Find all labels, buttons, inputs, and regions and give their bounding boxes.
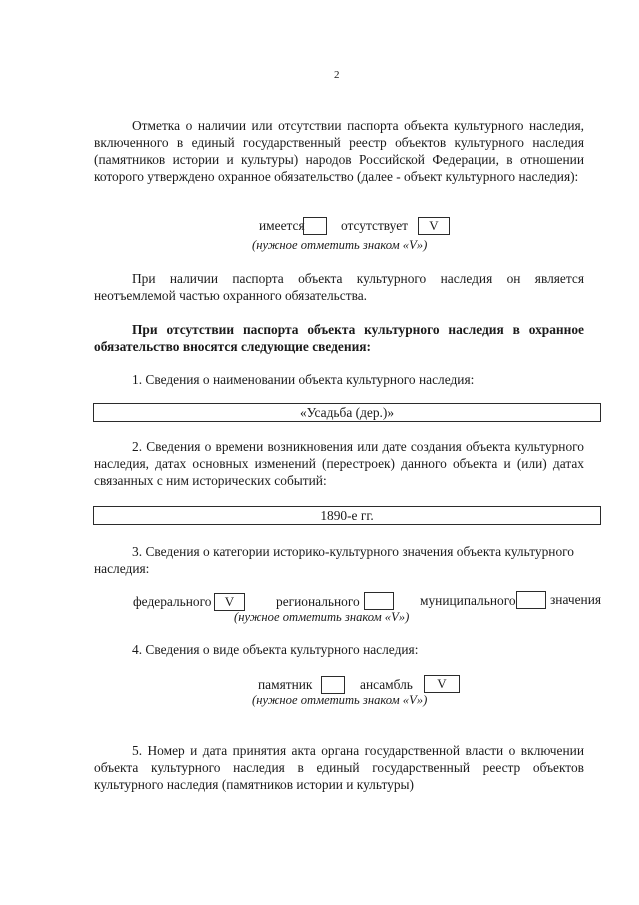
municipal-checkbox[interactable] bbox=[516, 591, 546, 609]
absent-checkbox[interactable]: V bbox=[418, 217, 450, 235]
absence-heading: При отсутствии паспорта объекта культурного наследия в охранное обязательство вносятся следующие сведения: bbox=[94, 322, 584, 354]
section4-title: 4. Сведения о виде объекта культурного наследия: bbox=[132, 642, 419, 657]
municipal-label: муниципального bbox=[420, 593, 516, 608]
regional-label: регионального bbox=[276, 594, 360, 609]
exists-label: имеется bbox=[259, 218, 305, 233]
section2-value-field[interactable]: 1890-е гг. bbox=[93, 506, 601, 525]
passport-note: При наличии паспорта объекта культурного наследия он является неотъемлемой частью охранного обязательства. bbox=[94, 271, 584, 303]
type-hint: (нужное отметить знаком «V») bbox=[252, 693, 428, 707]
federal-checkbox[interactable]: V bbox=[214, 593, 245, 611]
monument-label: памятник bbox=[258, 677, 313, 692]
section1-value-field[interactable]: «Усадьба (дер.)» bbox=[93, 403, 601, 422]
section2-title: 2. Сведения о времени возникновения или дате создания объекта культурного наследия, датах основных изменений (перестроек) данного объекта и (или) датах связанных с ним исторических событий: bbox=[94, 439, 584, 488]
absent-label: отсутствует bbox=[341, 218, 408, 233]
significance-suffix: значения bbox=[550, 592, 602, 607]
ensemble-checkbox[interactable]: V bbox=[424, 675, 460, 693]
regional-checkbox[interactable] bbox=[364, 592, 394, 610]
ensemble-label: ансамбль bbox=[360, 677, 413, 692]
section5-title: 5. Номер и дата принятия акта органа государственной власти о включении объекта культурного наследия в единый государственный реестр объектов культурного наследия (памятников истории и культуры) bbox=[94, 743, 584, 792]
section1-title: 1. Сведения о наименовании объекта культурного наследия: bbox=[132, 372, 475, 387]
category-hint: (нужное отметить знаком «V») bbox=[234, 610, 410, 624]
passport-hint: (нужное отметить знаком «V») bbox=[252, 238, 428, 252]
intro-paragraph: Отметка о наличии или отсутствии паспорта объекта культурного наследия, включенного в единый государственный реестр объектов культурного наследия (памятников истории и культуры) народов Российской Федерации, в отношении которого утверждено охранное обязательство (далее - объект культурного наследия): bbox=[94, 118, 584, 184]
federal-label: федерального bbox=[133, 594, 212, 609]
monument-checkbox[interactable] bbox=[321, 676, 345, 694]
page-number: 2 bbox=[334, 69, 340, 81]
section3-title: 3. Сведения о категории историко-культурного значения объекта культурного наследия: bbox=[94, 544, 574, 576]
exists-checkbox[interactable] bbox=[303, 217, 327, 235]
